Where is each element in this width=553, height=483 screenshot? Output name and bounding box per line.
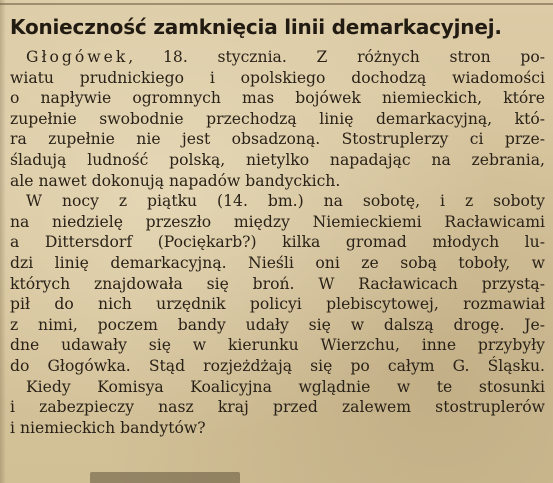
article-line: wiatu prudnickiego i opolskiego dochodzą wiadomości	[10, 68, 545, 87]
dateline-place: Głogówek	[26, 48, 129, 66]
article-line: z nimi, poczem bandy udały się w dalszą drogę. Je-	[10, 315, 545, 334]
article-line: a Dittersdorf (Pociękarb?) kilka gromad młodych lu-	[10, 233, 545, 252]
article-line: pił do nich urzędnik policyi plebiscytowej, rozmawiał	[10, 295, 545, 314]
top-rule	[0, 3, 553, 5]
article-line: W nocy z piątku (14. bm.) na sobotę, i z soboty	[26, 192, 545, 211]
article-line: i zabezpieczy nasz kraj przed zalewem stostruplerów	[10, 398, 545, 417]
page-edge-shadow	[0, 0, 6, 483]
dateline-rest: , 18. stycznia. Z różnych stron po-	[128, 48, 545, 66]
article-line: na niedzielę przeszło między Niemieckiemi Racławicami	[10, 212, 545, 231]
article-line: zupełnie swobodnie przechodzą linię demarkacyjną, któ-	[10, 109, 545, 128]
article-line: Kiedy Komisya Koalicyjna wglądnie w te stosunki	[26, 377, 545, 396]
next-headline-fragment	[30, 470, 290, 483]
article-line	[10, 47, 545, 68]
article-body	[10, 47, 545, 438]
article-line: i niemieckich bandytów?	[10, 418, 206, 437]
cropped-text-fragment	[90, 472, 240, 483]
article-line: dzi linię demarkacyjną. Nieśli oni ze sobą toboły, w	[10, 253, 545, 272]
article-line: ra zupełnie nie jest obsadzoną. Stostruplerzy ci prze-	[10, 130, 545, 149]
article-line: o napływie ogromnych mas bojówek niemieckich, które	[10, 89, 545, 108]
article-line: których znajdowała się broń. W Racławicach przystą-	[10, 274, 545, 293]
article-line: dne udawały się w kierunku Wierzchu, inne przybyły	[10, 336, 545, 355]
article-line: śladują ludność polską, nietylko napadając na zebrania,	[10, 150, 545, 169]
article-line: do Głogówka. Stąd rozjeżdżają się po całym G. Śląsku.	[10, 356, 545, 375]
headline: Konieczność zamknięcia linii demarkacyjnej.	[10, 15, 502, 39]
article-line: ale nawet dokonują napadów bandyckich.	[10, 171, 341, 190]
